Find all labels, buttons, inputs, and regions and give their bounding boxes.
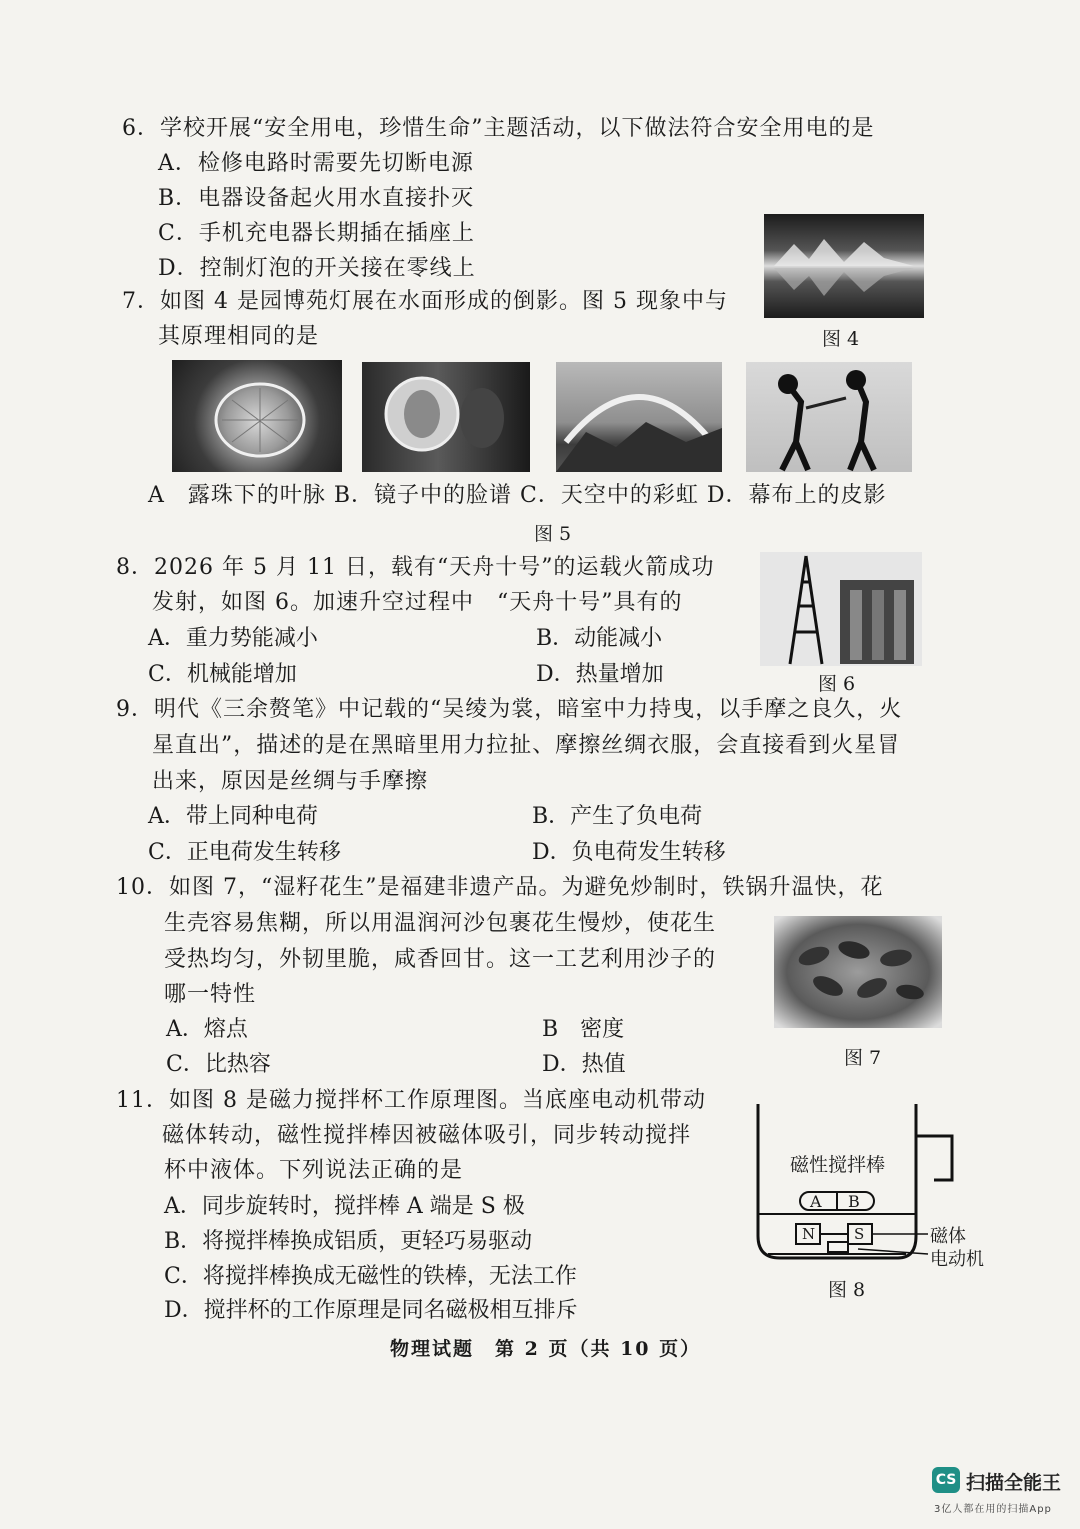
q7-stem-line2: 其原理相同的是 <box>158 324 320 349</box>
q6-stem: 6．学校开展“安全用电，珍惜生命”主题活动，以下做法符合安全用电的是 <box>122 116 875 141</box>
q11-option-a: A．同步旋转时，搅拌棒 A 端是 S 极 <box>164 1194 525 1219</box>
figure-6-caption: 图 6 <box>818 673 856 695</box>
page-footer: 物理试题 第 2 页（共 10 页） <box>390 1338 702 1360</box>
q10-option-b: B 密度 <box>542 1017 625 1042</box>
q7-options-row: A 露珠下的叶脉 B．镜子中的脸谱 C．天空中的彩虹 D．幕布上的皮影 <box>148 483 887 508</box>
scanner-tagline: 3亿人都在用的扫描App <box>934 1504 1052 1515</box>
figure-8-label-stir-rod: 磁性搅拌棒 <box>790 1154 886 1176</box>
q11-option-d: D．搅拌杯的工作原理是同名磁极相互排斥 <box>164 1298 578 1323</box>
figure-8-caption: 图 8 <box>828 1279 866 1301</box>
q6-option-d: D．控制灯泡的开关接在零线上 <box>158 256 476 281</box>
q9-option-d: D．负电荷发生转移 <box>532 840 726 865</box>
q11-option-b: B．将搅拌棒换成铝质，更轻巧易驱动 <box>164 1229 533 1254</box>
q10-stem-line1: 10．如图 7，“湿籽花生”是福建非遗产品。为避免炒制时，铁锅升温快，花 <box>116 875 884 900</box>
figure-4-caption: 图 4 <box>822 328 860 350</box>
figure-5b-mirror-opera-mask-photo <box>362 362 530 472</box>
scanner-app-name: 扫描全能王 <box>966 1472 1062 1494</box>
q6-option-b: B．电器设备起火用水直接扑灭 <box>158 186 475 211</box>
q9-stem-line3: 出来，原因是丝绸与手摩擦 <box>152 769 429 794</box>
q6-option-c: C．手机充电器长期插在插座上 <box>158 221 475 246</box>
q10-option-c: C．比热容 <box>166 1052 271 1077</box>
q10-option-a: A．熔点 <box>166 1017 248 1042</box>
q11-stem-line1: 11．如图 8 是磁力搅拌杯工作原理图。当底座电动机带动 <box>116 1088 706 1113</box>
figure-5-caption: 图 5 <box>534 523 572 545</box>
q9-option-c: C．正电荷发生转移 <box>148 840 341 865</box>
q10-stem-line2: 生壳容易焦糊，所以用温润河沙包裹花生慢炒，使花生 <box>164 911 717 936</box>
q8-stem-line1: 8．2026 年 5 月 11 日，载有“天舟十号”的运载火箭成功 <box>116 555 715 580</box>
q11-stem-line2: 磁体转动，磁性搅拌棒因被磁体吸引，同步转动搅拌 <box>162 1123 692 1148</box>
figure-8-rod-a: A <box>810 1192 822 1211</box>
figure-6-rocket-launch-photo <box>760 552 922 666</box>
figure-8-label-motor: 电动机 <box>930 1249 984 1270</box>
q9-option-b: B．产生了负电荷 <box>532 804 703 829</box>
figure-7-peanuts-photo <box>774 916 942 1028</box>
figure-4-reflection-photo <box>764 214 924 318</box>
figure-7-caption: 图 7 <box>844 1047 882 1069</box>
figure-5d-shadow-puppet-photo <box>746 362 912 472</box>
q9-option-a: A．带上同种电荷 <box>148 804 318 829</box>
q9-stem-line2: 星直出”，描述的是在黑暗里用力拉扯、摩擦丝绸衣服，会直接看到火星冒 <box>152 733 901 758</box>
q7-stem-line1: 7．如图 4 是园博苑灯展在水面形成的倒影。图 5 现象中与 <box>122 289 728 314</box>
q10-stem-line4: 哪一特性 <box>164 982 257 1007</box>
figure-5c-rainbow-photo <box>556 362 722 472</box>
figure-8-rod-b: B <box>848 1192 860 1211</box>
scanner-logo-icon: CS <box>932 1467 960 1493</box>
figure-8-label-magnet: 磁体 <box>930 1226 966 1247</box>
q8-option-b: B．动能减小 <box>536 626 663 651</box>
q10-stem-line3: 受热均匀，外韧里脆，咸香回甘。这一工艺利用沙子的 <box>164 947 717 972</box>
figure-8-magnet-n: N <box>802 1225 816 1243</box>
q9-stem-line1: 9．明代《三余赘笔》中记载的“吴绫为裳，暗室中力持曳，以手摩之良久，火 <box>116 697 903 722</box>
q11-option-c: C．将搅拌棒换成无磁性的铁棒，无法工作 <box>164 1264 577 1289</box>
q11-stem-line3: 杯中液体。下列说法正确的是 <box>164 1158 464 1183</box>
q6-option-a: A．检修电路时需要先切断电源 <box>158 151 474 176</box>
q8-option-d: D．热量增加 <box>536 662 664 687</box>
q8-stem-line2: 发射，如图 6。加速升空过程中 “天舟十号”具有的 <box>152 590 683 615</box>
q8-option-a: A．重力势能减小 <box>148 626 318 651</box>
figure-5a-dewdrop-leaf-photo <box>172 360 342 472</box>
q8-option-c: C．机械能增加 <box>148 662 297 687</box>
q10-option-d: D．热值 <box>542 1052 626 1077</box>
figure-8-magnet-s: S <box>854 1225 865 1243</box>
